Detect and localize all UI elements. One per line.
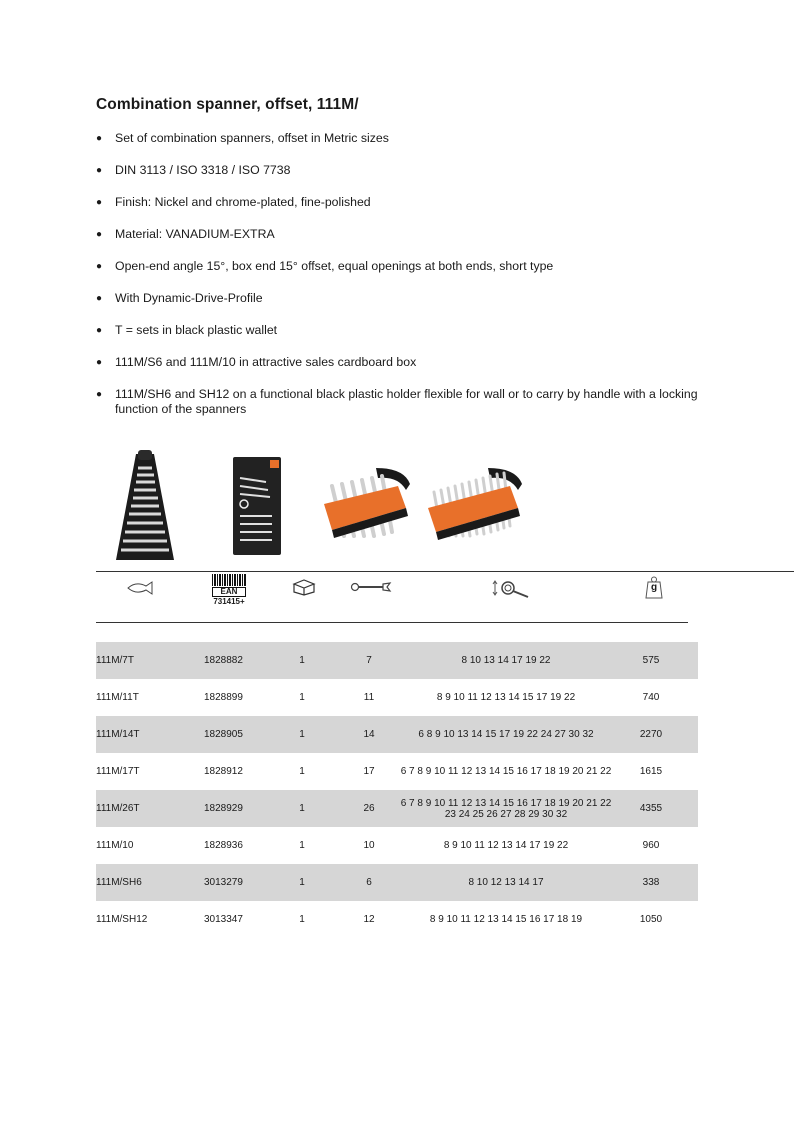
bullet-icon: ● bbox=[96, 165, 103, 176]
bullet-icon: ● bbox=[96, 229, 103, 240]
table-row bbox=[96, 901, 698, 938]
ean-code: 1828929 bbox=[204, 803, 243, 814]
article-code: 111M/26T bbox=[96, 803, 140, 814]
weight: 1615 bbox=[639, 766, 663, 777]
sizes: 8 9 10 11 12 13 14 17 19 22 bbox=[443, 840, 569, 851]
sizes: 8 9 10 11 12 13 14 15 16 17 18 19 bbox=[429, 914, 583, 925]
feature-item: ● Open-end angle 15°, box end 15° offset, equal openings at both ends, short type bbox=[96, 259, 554, 273]
table-row bbox=[96, 753, 698, 790]
piece-count: 17 bbox=[363, 766, 375, 777]
boxed-set-photo bbox=[232, 456, 282, 556]
article-code: 111M/11T bbox=[96, 692, 139, 703]
bullet-icon: ● bbox=[96, 293, 103, 304]
weight-icon bbox=[644, 576, 664, 600]
weight: 740 bbox=[642, 692, 660, 703]
holder-set-6-photo bbox=[316, 464, 414, 546]
ean-code: 1828912 bbox=[204, 766, 243, 777]
table-row bbox=[96, 864, 698, 901]
piece-count: 10 bbox=[363, 840, 375, 851]
sizes: 8 10 13 14 17 19 22 bbox=[461, 655, 551, 666]
ean-code: 1828882 bbox=[204, 655, 243, 666]
sizes: 8 9 10 11 12 13 14 15 17 19 22 bbox=[436, 692, 576, 703]
table-row bbox=[96, 827, 698, 864]
bullet-icon: ● bbox=[96, 197, 103, 208]
piece-count: 26 bbox=[363, 803, 375, 814]
quantity: 1 bbox=[299, 840, 305, 851]
ean-code: 1828905 bbox=[204, 729, 243, 740]
weight: 338 bbox=[642, 877, 660, 888]
feature-list bbox=[96, 131, 706, 434]
bullet-icon: ● bbox=[96, 261, 103, 272]
column-icons bbox=[96, 574, 706, 614]
product-table bbox=[96, 642, 698, 938]
feature-item: ● T = sets in black plastic wallet bbox=[96, 323, 278, 337]
table-row bbox=[96, 716, 698, 753]
feature-item: ● Material: VANADIUM-EXTRA bbox=[96, 227, 275, 241]
article-code: 111M/SH12 bbox=[96, 914, 148, 925]
header-top-rule bbox=[96, 571, 794, 572]
holder-set-12-photo bbox=[424, 464, 526, 546]
piece-count: 14 bbox=[363, 729, 375, 740]
article-code: 111M/14T bbox=[96, 729, 140, 740]
table-row bbox=[96, 790, 698, 827]
article-code: 111M/17T bbox=[96, 766, 140, 777]
quantity: 1 bbox=[299, 692, 305, 703]
table-row bbox=[96, 642, 698, 679]
piece-count: 6 bbox=[366, 877, 372, 888]
package-box-icon bbox=[292, 578, 316, 596]
article-number-icon bbox=[126, 580, 154, 596]
bullet-icon: ● bbox=[96, 133, 103, 144]
sizes: 8 10 12 13 14 17 bbox=[468, 877, 544, 888]
quantity: 1 bbox=[299, 877, 305, 888]
quantity: 1 bbox=[299, 655, 305, 666]
piece-count: 12 bbox=[363, 914, 375, 925]
bullet-icon: ● bbox=[96, 357, 103, 368]
ean-code: 1828936 bbox=[204, 840, 243, 851]
sizes: 6 7 8 9 10 11 12 13 14 15 16 17 18 19 20 21 22 23 24 25 26 27 28 29 30 32 bbox=[400, 797, 612, 820]
quantity: 1 bbox=[299, 729, 305, 740]
spanner-icon bbox=[350, 582, 392, 592]
quantity: 1 bbox=[299, 803, 305, 814]
bullet-icon: ● bbox=[96, 325, 103, 336]
article-code: 111M/7T bbox=[96, 655, 134, 666]
ean-code: 1828899 bbox=[204, 692, 243, 703]
article-code: 111M/10 bbox=[96, 840, 134, 851]
article-code: 111M/SH6 bbox=[96, 877, 142, 888]
spanner-size-icon bbox=[492, 577, 532, 599]
quantity: 1 bbox=[299, 766, 305, 777]
feature-item: ● Set of combination spanners, offset in Metric sizes bbox=[96, 131, 389, 145]
piece-count: 11 bbox=[363, 692, 375, 703]
weight: 4355 bbox=[639, 803, 663, 814]
ean-code: 3013279 bbox=[204, 877, 243, 888]
ean-barcode-icon bbox=[212, 574, 246, 606]
sizes: 6 8 9 10 13 14 15 17 19 22 24 27 30 32 bbox=[418, 729, 594, 740]
weight: 575 bbox=[642, 655, 660, 666]
piece-count: 7 bbox=[366, 655, 372, 666]
feature-item: ● DIN 3113 / ISO 3318 / ISO 7738 bbox=[96, 163, 291, 177]
feature-item: ● Finish: Nickel and chrome-plated, fine-polished bbox=[96, 195, 371, 209]
ean-label: EAN bbox=[212, 587, 246, 597]
feature-item: ● 111M/SH6 and SH12 on a functional black plastic holder flexible for wall or to carry by handle with a locking function of the spanners bbox=[96, 387, 698, 416]
wallet-set-photo bbox=[114, 450, 176, 565]
header-bottom-rule bbox=[96, 622, 688, 623]
quantity: 1 bbox=[299, 914, 305, 925]
feature-item: ● 111M/S6 and 111M/10 in attractive sales cardboard box bbox=[96, 355, 417, 369]
table-row bbox=[96, 679, 698, 716]
weight: 2270 bbox=[639, 729, 663, 740]
sizes: 6 7 8 9 10 11 12 13 14 15 16 17 18 19 20 21 22 bbox=[400, 766, 612, 777]
bullet-icon: ● bbox=[96, 389, 103, 400]
weight-label: g bbox=[650, 582, 658, 593]
ean-number: 731415+ bbox=[213, 597, 245, 606]
ean-code: 3013347 bbox=[204, 914, 243, 925]
page-title: Combination spanner, offset, 111M/ bbox=[96, 96, 359, 113]
weight: 960 bbox=[642, 840, 660, 851]
feature-item: ● With Dynamic-Drive-Profile bbox=[96, 291, 263, 305]
weight: 1050 bbox=[639, 914, 663, 925]
